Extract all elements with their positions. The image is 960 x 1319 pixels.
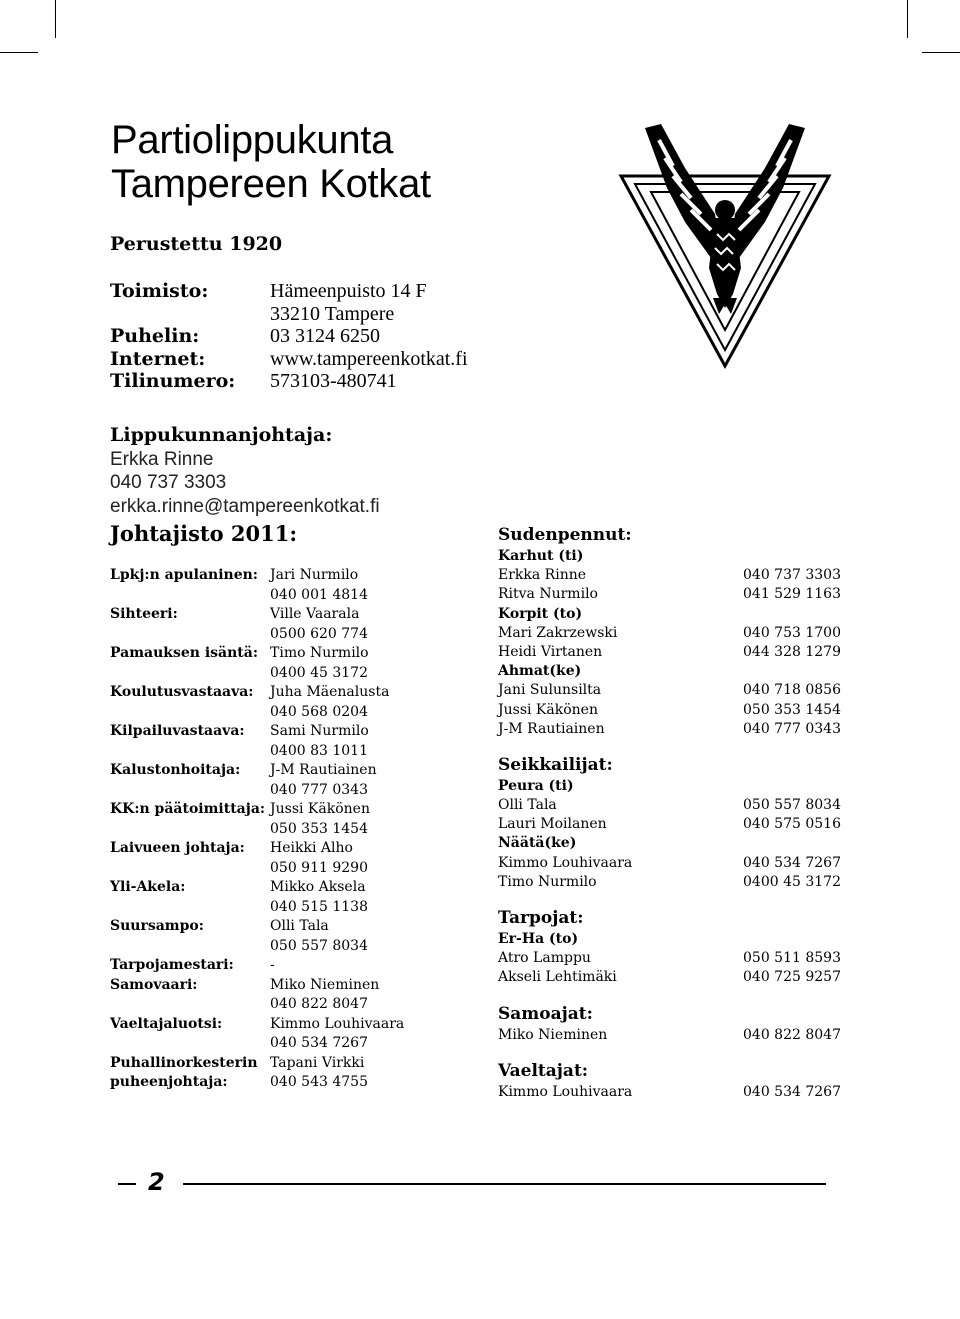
contact-phone: 040 534 7267 xyxy=(743,1083,841,1100)
board-row xyxy=(110,917,404,937)
board-row xyxy=(110,605,404,625)
leader-email[interactable]: erkka.rinne@tampereenkotkat.fi xyxy=(110,495,380,517)
board-role xyxy=(110,664,270,684)
contact-row xyxy=(498,624,858,643)
board-row xyxy=(110,781,404,801)
board-row xyxy=(110,761,404,781)
board-role: Vaeltajaluotsi: xyxy=(110,1015,223,1032)
contact-name: Olli Tala xyxy=(498,797,557,814)
board-role xyxy=(110,781,270,801)
board-role: Samovaari: xyxy=(110,976,198,993)
contact-name: Erkka Rinne xyxy=(498,567,587,584)
office-row xyxy=(110,348,468,371)
board-role xyxy=(110,586,270,606)
board-row xyxy=(110,839,404,859)
board-row xyxy=(110,898,404,918)
board-role: Tarpojamestari: xyxy=(110,957,234,973)
board-value: 040 568 0204 xyxy=(270,703,368,720)
contact-phone: 040 575 0516 xyxy=(743,816,841,833)
title-line-2: Tampereen Kotkat xyxy=(111,162,431,206)
contact-phone: 040 725 9257 xyxy=(743,969,841,986)
contact-row xyxy=(498,968,858,987)
contact-row xyxy=(498,720,858,739)
contact-name: Kimmo Louhivaara xyxy=(498,1083,633,1100)
board-row xyxy=(110,1034,404,1054)
board-value: 040 001 4814 xyxy=(270,586,368,603)
contact-name: Mari Zakrzewski xyxy=(498,624,618,641)
contact-name: Heidi Virtanen xyxy=(498,643,603,660)
contact-name: Ritva Nurmilo xyxy=(498,586,598,603)
crop-mark xyxy=(922,52,960,53)
office-row xyxy=(110,370,468,393)
board-role: Lpkj:n apulaninen: xyxy=(110,567,258,583)
title-line-1: Partiolippukunta xyxy=(111,118,394,162)
contact-phone: 050 353 1454 xyxy=(743,701,841,718)
board-value: 050 557 8034 xyxy=(270,937,368,954)
board-value: 040 515 1138 xyxy=(270,898,368,915)
page-number: 2 xyxy=(148,1168,165,1196)
office-label: Internet: xyxy=(110,347,206,370)
board-row xyxy=(110,566,404,586)
contact-name: Miko Nieminen xyxy=(498,1026,608,1043)
contact-name: Atro Lamppu xyxy=(498,950,591,967)
contact-row xyxy=(498,796,858,815)
page-title xyxy=(111,118,431,206)
board-value: Olli Tala xyxy=(270,918,329,934)
section-title: Vaeltajat: xyxy=(498,1060,589,1081)
board-row xyxy=(110,742,404,762)
board-value: Jari Nurmilo xyxy=(270,567,359,583)
leader-phone: 040 737 3303 xyxy=(110,472,227,493)
board-role: Sihteeri: xyxy=(110,606,178,622)
crop-mark xyxy=(55,0,56,38)
board-row xyxy=(110,937,404,957)
group-title: Peura (ti) xyxy=(498,777,574,794)
board-row xyxy=(110,800,404,820)
contact-phone: 040 718 0856 xyxy=(743,682,841,699)
group-title: Karhut (ti) xyxy=(498,548,584,564)
board-role: puheenjohtaja: xyxy=(110,1074,228,1090)
board-role xyxy=(110,995,270,1015)
board-role xyxy=(110,1034,270,1054)
office-label: Tilinumero: xyxy=(110,370,236,392)
board-row xyxy=(110,683,404,703)
crop-mark xyxy=(907,0,908,38)
board-value: - xyxy=(270,957,275,973)
board-role: Pamauksen isäntä: xyxy=(110,645,258,661)
board-row xyxy=(110,1073,404,1093)
board-row xyxy=(110,722,404,742)
contact-row xyxy=(498,873,858,892)
founded-text: Perustettu 1920 xyxy=(110,233,283,255)
board-value: 0500 620 774 xyxy=(270,625,368,642)
group-title: Näätä(ke) xyxy=(498,835,577,852)
office-value: Hämeenpuisto 14 F xyxy=(270,280,427,302)
board-row xyxy=(110,995,404,1015)
board-row xyxy=(110,976,404,996)
office-row xyxy=(110,303,468,326)
board-row xyxy=(110,1015,404,1035)
footer-rule-left xyxy=(118,1183,136,1185)
office-value: 03 3124 6250 xyxy=(270,325,380,347)
group-title: Ahmat(ke) xyxy=(498,663,582,680)
contact-row xyxy=(498,854,858,873)
board-list xyxy=(110,566,404,1093)
office-label: Toimisto: xyxy=(110,280,209,302)
board-value: Mikko Aksela xyxy=(270,879,366,895)
board-row xyxy=(110,859,404,879)
board-role: KK:n päätoimittaja: xyxy=(110,801,266,817)
contact-row xyxy=(498,1083,858,1102)
contact-name: J-M Rautiainen xyxy=(498,720,605,737)
contact-phone: 040 737 3303 xyxy=(743,567,841,584)
contact-row xyxy=(498,566,858,585)
contact-row xyxy=(498,1026,858,1045)
board-value: 040 534 7267 xyxy=(270,1035,368,1051)
contact-name: Jussi Käkönen xyxy=(498,701,598,718)
contact-row xyxy=(498,643,858,662)
contact-name: Akseli Lehtimäki xyxy=(498,969,617,986)
board-row xyxy=(110,664,404,684)
contact-row xyxy=(498,949,858,968)
contact-phone: 041 529 1163 xyxy=(743,586,841,603)
office-row xyxy=(110,325,468,348)
crop-mark xyxy=(0,52,38,53)
board-value: 050 353 1454 xyxy=(270,820,368,837)
board-row xyxy=(110,878,404,898)
board-value: 050 911 9290 xyxy=(270,859,368,876)
contact-phone: 040 822 8047 xyxy=(743,1026,841,1043)
board-row xyxy=(110,956,404,976)
office-info xyxy=(110,280,468,393)
board-value: Juha Mäenalusta xyxy=(270,684,390,700)
board-value: J-M Rautiainen xyxy=(270,762,377,778)
group-title: Korpit (to) xyxy=(498,605,583,622)
board-row xyxy=(110,820,404,840)
board-role xyxy=(110,820,270,840)
contact-name: Jani Sulunsilta xyxy=(498,682,602,699)
board-value: Timo Nurmilo xyxy=(270,645,369,661)
office-value: 33210 Tampere xyxy=(270,302,395,325)
office-label: Puhelin: xyxy=(110,325,200,347)
contact-row xyxy=(498,681,858,700)
contact-phone: 040 534 7267 xyxy=(743,854,841,871)
board-value: 040 777 0343 xyxy=(270,781,368,798)
contact-phone: 050 511 8593 xyxy=(743,950,841,967)
board-role xyxy=(110,742,270,762)
leader-heading: Lippukunnanjohtaja: xyxy=(110,424,333,446)
contact-phone: 0400 45 3172 xyxy=(743,873,841,890)
website-link[interactable]: www.tampereenkotkat.fi xyxy=(270,347,468,370)
board-role: Puhallinorkesterin xyxy=(110,1054,258,1071)
office-label xyxy=(110,303,270,326)
leader-info xyxy=(110,424,380,518)
board-value: Tapani Virkki xyxy=(270,1054,365,1071)
office-row xyxy=(110,280,468,303)
eagle-triangle-emblem-icon xyxy=(615,118,835,380)
contact-name: Lauri Moilanen xyxy=(498,816,607,833)
contact-phone: 050 557 8034 xyxy=(743,797,841,814)
section-title: Tarpojat: xyxy=(498,908,584,928)
contact-row xyxy=(498,815,858,834)
board-value: Jussi Käkönen xyxy=(270,801,370,817)
group-title: Er-Ha (to) xyxy=(498,931,579,947)
board-role: Kilpailuvastaava: xyxy=(110,723,245,739)
board-role: Yli-Akela: xyxy=(110,879,186,895)
board-role: Kalustonhoitaja: xyxy=(110,762,241,778)
contact-phone: 040 777 0343 xyxy=(743,720,841,737)
board-value: 0400 83 1011 xyxy=(270,742,368,759)
board-role: Suursampo: xyxy=(110,918,204,934)
board-value: Miko Nieminen xyxy=(270,976,380,993)
board-role xyxy=(110,859,270,879)
board-value: Kimmo Louhivaara xyxy=(270,1015,405,1032)
board-role: Koulutusvastaava: xyxy=(110,684,254,700)
board-value: Sami Nurmilo xyxy=(270,723,369,739)
groups-column xyxy=(498,523,858,1102)
contact-row xyxy=(498,585,858,604)
board-row xyxy=(110,703,404,723)
section-title: Sudenpennut: xyxy=(498,525,632,545)
footer-rule-right xyxy=(183,1183,826,1185)
board-row xyxy=(110,625,404,645)
contact-phone: 040 753 1700 xyxy=(743,624,841,641)
section-title: Samoajat: xyxy=(498,1003,593,1024)
contact-name: Kimmo Louhivaara xyxy=(498,854,633,871)
board-row xyxy=(110,586,404,606)
board-role xyxy=(110,625,270,645)
board-value: 040 543 4755 xyxy=(270,1074,368,1090)
contact-phone: 044 328 1279 xyxy=(743,643,841,660)
board-role xyxy=(110,703,270,723)
board-value: Heikki Alho xyxy=(270,840,353,856)
section-title: Seikkailijat: xyxy=(498,754,613,775)
board-value: 0400 45 3172 xyxy=(270,664,368,681)
contact-name: Timo Nurmilo xyxy=(498,873,597,890)
board-role xyxy=(110,937,270,957)
contact-row xyxy=(498,701,858,720)
board-value: 040 822 8047 xyxy=(270,996,368,1012)
board-row xyxy=(110,644,404,664)
board-value: Ville Vaarala xyxy=(270,606,360,622)
office-value: 573103-480741 xyxy=(270,370,397,392)
leader-name: Erkka Rinne xyxy=(110,448,214,470)
board-row xyxy=(110,1054,404,1074)
board-role xyxy=(110,898,270,918)
board-role: Laivueen johtaja: xyxy=(110,840,245,856)
board-heading: Johtajisto 2011: xyxy=(110,521,298,546)
